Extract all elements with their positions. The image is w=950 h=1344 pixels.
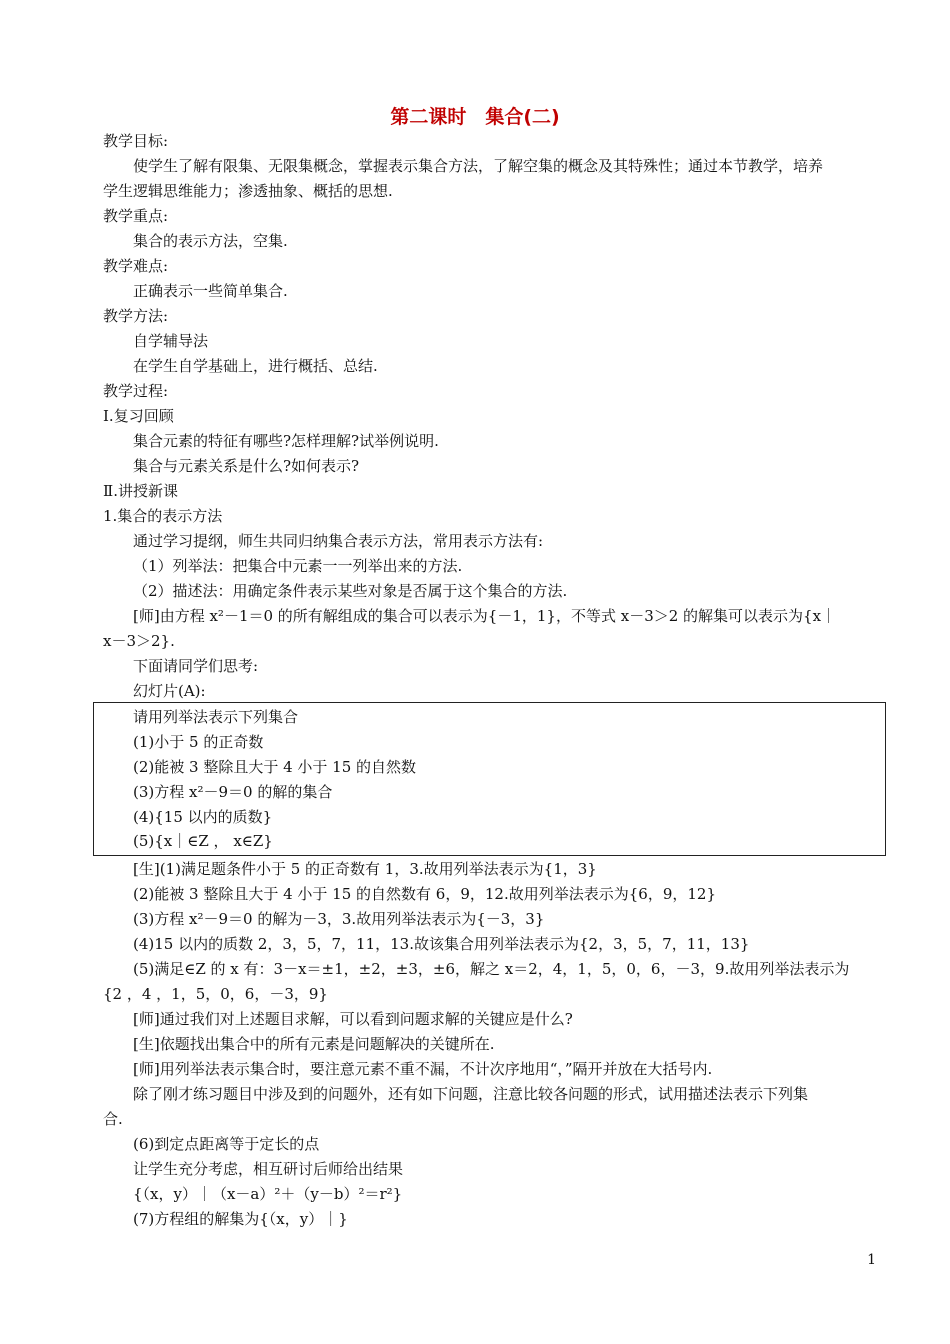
- description-method: （2）描述法：用确定条件表示某些对象是否属于这个集合的方法.: [133, 582, 568, 600]
- description-intro-line1: 除了刚才练习题目中涉及到的问题外，还有如下问题，注意比较各问题的形式，试用描述法表示下列集: [133, 1085, 809, 1103]
- think-prompt: 下面请同学们思考:: [133, 657, 259, 675]
- answer-4: (4)15 以内的质数 2，3，5，7，11，13.故该集合用列举法表示为{2，3，5，7，11，13}: [133, 935, 750, 953]
- slide-prompt: 请用列举法表示下列集合: [133, 708, 299, 726]
- key-point-label: 教学重点:: [103, 207, 169, 225]
- answer-1: [生](1)满足题条件小于 5 的正奇数有 1，3.故用列举法表示为{1，3}: [133, 860, 597, 878]
- teacher-example-line2: x－3＞2}.: [103, 632, 175, 650]
- review-question-2: 集合与元素关系是什么?如何表示?: [133, 457, 360, 475]
- teacher-example-line1: [师]由方程 x²－1＝0 的所有解组成的集合可以表示为{－1，1}，不等式 x－3＞2 的解集可以表示为{x｜: [133, 607, 837, 625]
- new-lesson-heading: Ⅱ.讲授新课: [103, 482, 178, 500]
- method-text-line1: 自学辅导法: [133, 332, 209, 350]
- method-text-line2: 在学生自学基础上，进行概括、总结.: [133, 357, 378, 375]
- objectives-text-line1: 使学生了解有限集、无限集概念，掌握表示集合方法，了解空集的概念及其特殊性；通过本节教学，培养: [133, 157, 824, 175]
- review-heading: Ⅰ.复习回顾: [103, 407, 174, 425]
- key-point-text: 集合的表示方法，空集.: [133, 232, 288, 250]
- item-7: (7)方程组的解集为{（x，y）｜}: [133, 1210, 348, 1228]
- review-question-1: 集合元素的特征有哪些?怎样理解?试举例说明.: [133, 432, 439, 450]
- difficulty-label: 教学难点:: [103, 257, 169, 275]
- page-number: 1: [867, 1252, 876, 1268]
- item-6-note: 让学生充分考虑，相互研讨后师给出结果: [133, 1160, 404, 1178]
- item-6-result: {（x，y）｜（x－a）²＋（y－b）²＝r²}: [133, 1185, 403, 1203]
- slide-item-3: (3)方程 x²－9＝0 的解的集合: [133, 783, 333, 801]
- answer-2: (2)能被 3 整除且大于 4 小于 15 的自然数有 6，9，12.故用列举法表示为{6，9，12}: [133, 885, 717, 903]
- item-6: (6)到定点距离等于定长的点: [133, 1135, 320, 1153]
- process-label: 教学过程:: [103, 382, 169, 400]
- difficulty-text: 正确表示一些简单集合.: [133, 282, 288, 300]
- student-answer: [生]依题找出集合中的所有元素是问题解决的关键所在.: [133, 1035, 495, 1053]
- answer-5-line1: (5)满足∈Z 的 x 有：3－x＝±1，±2，±3，±6，解之 x＝2，4，1，5，0，6，－3，9.故用列举法表示为: [133, 960, 850, 978]
- slide-item-2: (2)能被 3 整除且大于 4 小于 15 的自然数: [133, 758, 417, 776]
- answer-3: (3)方程 x²－9＝0 的解为－3，3.故用列举法表示为{－3，3}: [133, 910, 545, 928]
- teacher-question: [师]通过我们对上述题目求解，可以看到问题求解的关键应是什么?: [133, 1010, 573, 1028]
- slide-item-1: (1)小于 5 的正奇数: [133, 733, 264, 751]
- slide-item-4: (4){15 以内的质数}: [133, 808, 273, 826]
- objectives-label: 教学目标:: [103, 132, 169, 150]
- description-intro-line2: 合.: [103, 1110, 123, 1128]
- enumeration-method: （1）列举法：把集合中元素一一列举出来的方法.: [133, 557, 463, 575]
- page-title: 第二课时 集合(二): [390, 106, 560, 128]
- slide-label: 幻灯片(A):: [133, 682, 206, 700]
- objectives-text-line2: 学生逻辑思维能力；渗透抽象、概括的思想.: [103, 182, 393, 200]
- subsection-intro: 通过学习提纲，师生共同归纳集合表示方法，常用表示方法有:: [133, 532, 544, 550]
- subsection-heading: 1.集合的表示方法: [103, 507, 223, 525]
- method-label: 教学方法:: [103, 307, 169, 325]
- answer-5-line2: {2 ，4 ，1，5，0，6，－3，9}: [103, 985, 328, 1003]
- slide-item-5: (5){x｜∈Z ， x∈Z}: [133, 832, 273, 850]
- teacher-note: [师]用列举法表示集合时，要注意元素不重不漏，不计次序地用“，”隔开并放在大括号内.: [133, 1060, 713, 1078]
